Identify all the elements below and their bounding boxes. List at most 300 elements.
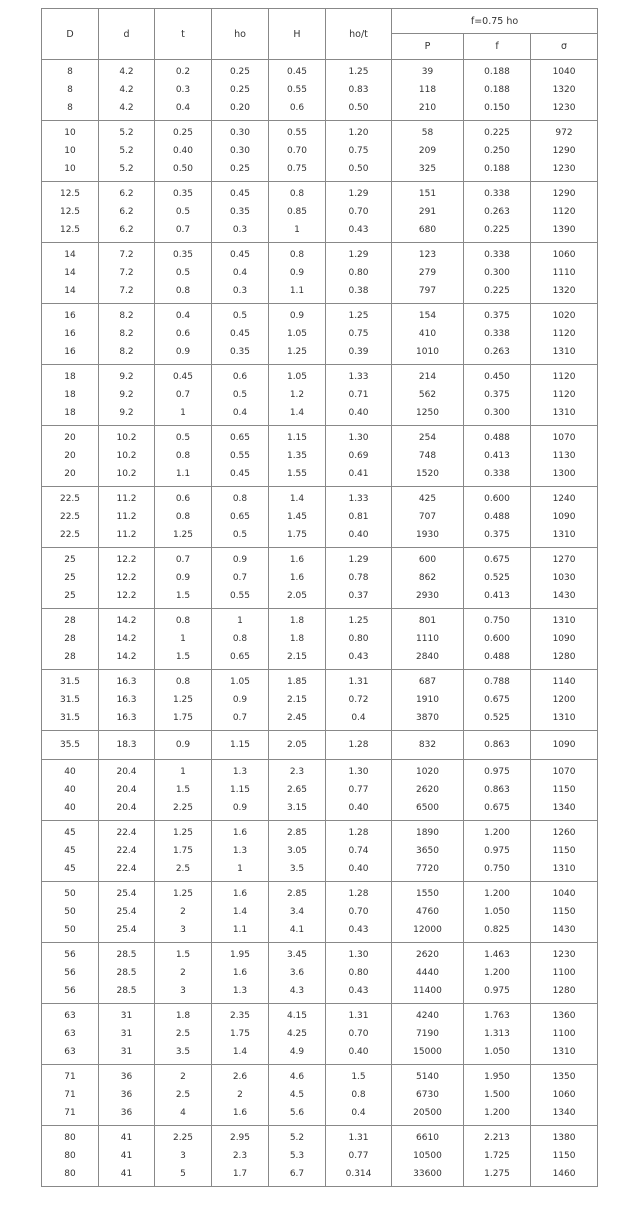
table-cell-value: 0.39 bbox=[348, 347, 369, 357]
cell-P bbox=[392, 882, 464, 943]
cell-f bbox=[464, 609, 531, 670]
table-cell-value: 1.05 bbox=[286, 372, 308, 382]
table-cell-value: 118 bbox=[418, 85, 437, 95]
table-cell-value: 1.200 bbox=[484, 889, 510, 899]
table-cell-value: 0.40 bbox=[348, 1047, 369, 1057]
table-cell-value: 0.50 bbox=[172, 164, 194, 174]
table-cell-value: 0.9 bbox=[289, 268, 305, 278]
table-cell-value: 0.30 bbox=[229, 146, 251, 156]
cell-t bbox=[155, 487, 212, 548]
table-row-group bbox=[42, 670, 598, 731]
cell-f bbox=[464, 304, 531, 365]
cell-d bbox=[99, 1065, 155, 1126]
table-cell-value: 0.6 bbox=[232, 372, 248, 382]
cell-d bbox=[99, 760, 155, 821]
table-cell-value: 0.338 bbox=[484, 469, 510, 479]
table-cell-value: 0.300 bbox=[484, 408, 510, 418]
header-ho-t: ho/t bbox=[326, 9, 392, 60]
table-cell-value: 0.25 bbox=[172, 128, 194, 138]
cell-d bbox=[99, 670, 155, 731]
table-cell-value: 209 bbox=[418, 146, 437, 156]
table-cell-value: 1.20 bbox=[348, 128, 369, 138]
table-cell-value: 1010 bbox=[416, 347, 439, 357]
cell-P bbox=[392, 609, 464, 670]
table-cell-value: 1.15 bbox=[286, 433, 308, 443]
table-cell-value: 0.863 bbox=[484, 740, 510, 750]
table-cell-value: 1 bbox=[180, 408, 186, 418]
table-cell-value: 2.05 bbox=[286, 591, 308, 601]
table-cell-value: 0.75 bbox=[348, 146, 369, 156]
table-cell-value: 1.6 bbox=[289, 573, 305, 583]
table-cell-value: 1020 bbox=[416, 767, 439, 777]
table-cell-value: 7.2 bbox=[119, 250, 134, 260]
table-cell-value: 6.2 bbox=[119, 225, 134, 235]
table-cell-value: 1.050 bbox=[484, 907, 510, 917]
table-cell-value: 58 bbox=[421, 128, 434, 138]
cell-d bbox=[99, 1004, 155, 1065]
cell-H bbox=[269, 609, 326, 670]
table-cell-value: 0.188 bbox=[484, 67, 510, 77]
cell-P bbox=[392, 760, 464, 821]
table-cell-value: 151 bbox=[418, 189, 437, 199]
table-cell-value: 9.2 bbox=[119, 390, 134, 400]
table-cell-value: 50 bbox=[64, 925, 76, 935]
table-cell-value: 1300 bbox=[552, 469, 576, 479]
table-cell-value: 1120 bbox=[552, 372, 576, 382]
table-cell-value: 0.77 bbox=[348, 1151, 369, 1161]
table-cell-value: 0.5 bbox=[232, 390, 248, 400]
table-cell-value: 0.5 bbox=[175, 433, 191, 443]
table-cell-value: 1020 bbox=[552, 311, 576, 321]
table-cell-value: 0.45 bbox=[286, 67, 308, 77]
table-cell-value: 1.28 bbox=[348, 889, 369, 899]
cell-t bbox=[155, 60, 212, 121]
table-row-group bbox=[42, 609, 598, 670]
cell-D bbox=[42, 821, 99, 882]
table-cell-value: 972 bbox=[555, 128, 573, 138]
table-cell-value: 0.338 bbox=[484, 250, 510, 260]
table-cell-value: 0.43 bbox=[348, 652, 369, 662]
cell-P bbox=[392, 731, 464, 760]
table-cell-value: 9.2 bbox=[119, 372, 134, 382]
table-cell-value: 1.725 bbox=[484, 1151, 510, 1161]
table-cell-value: 4 bbox=[180, 1108, 186, 1118]
table-cell-value: 1060 bbox=[552, 250, 576, 260]
table-cell-value: 45 bbox=[64, 864, 76, 874]
table-cell-value: 2.05 bbox=[286, 740, 308, 750]
table-cell-value: 11.2 bbox=[116, 530, 137, 540]
table-cell-value: 0.6 bbox=[175, 494, 191, 504]
table-row-group bbox=[42, 121, 598, 182]
table-cell-value: 1100 bbox=[552, 1029, 576, 1039]
table-cell-value: 680 bbox=[418, 225, 437, 235]
table-cell-value: 1.30 bbox=[348, 767, 369, 777]
table-cell-value: 36 bbox=[120, 1108, 133, 1118]
cell-f bbox=[464, 182, 531, 243]
table-cell-value: 0.9 bbox=[175, 347, 191, 357]
cell-ho bbox=[212, 670, 269, 731]
cell-t bbox=[155, 182, 212, 243]
table-cell-value: 40 bbox=[64, 767, 76, 777]
table-cell-value: 50 bbox=[64, 889, 76, 899]
table-cell-value: 1360 bbox=[552, 1011, 576, 1021]
table-cell-value: 18 bbox=[64, 372, 76, 382]
table-cell-value: 0.250 bbox=[484, 146, 510, 156]
table-cell-value: 1.8 bbox=[289, 616, 305, 626]
cell-D bbox=[42, 609, 99, 670]
table-cell-value: 5140 bbox=[416, 1072, 439, 1082]
table-cell-value: 1.05 bbox=[286, 329, 308, 339]
table-cell-value: 3.4 bbox=[289, 907, 305, 917]
table-cell-value: 0.750 bbox=[484, 616, 510, 626]
table-cell-value: 12.2 bbox=[116, 591, 137, 601]
cell-D bbox=[42, 882, 99, 943]
table-cell-value: 0.65 bbox=[229, 652, 251, 662]
cell-ho bbox=[212, 821, 269, 882]
table-cell-value: 1.75 bbox=[229, 1029, 251, 1039]
table-cell-value: 12.2 bbox=[116, 573, 137, 583]
table-cell-value: 31 bbox=[120, 1011, 133, 1021]
table-cell-value: 5.2 bbox=[289, 1133, 305, 1143]
table-cell-value: 707 bbox=[418, 512, 437, 522]
table-cell-value: 0.225 bbox=[484, 225, 510, 235]
table-cell-value: 0.45 bbox=[229, 469, 251, 479]
table-cell-value: 0.9 bbox=[289, 311, 305, 321]
table-cell-value: 0.4 bbox=[175, 103, 191, 113]
table-cell-value: 2.95 bbox=[229, 1133, 251, 1143]
table-cell-value: 16.3 bbox=[116, 677, 137, 687]
table-cell-value: 2620 bbox=[416, 785, 439, 795]
table-cell-value: 11.2 bbox=[116, 494, 137, 504]
table-cell-value: 1260 bbox=[552, 828, 576, 838]
table-cell-value: 0.55 bbox=[229, 591, 251, 601]
table-row-group bbox=[42, 760, 598, 821]
table-cell-value: 2.25 bbox=[172, 803, 194, 813]
table-cell-value: 1430 bbox=[552, 591, 576, 601]
table-cell-value: 0.55 bbox=[229, 451, 251, 461]
table-cell-value: 0.8 bbox=[175, 451, 191, 461]
table-cell-value: 14.2 bbox=[116, 616, 137, 626]
cell-H bbox=[269, 426, 326, 487]
table-cell-value: 0.81 bbox=[348, 512, 369, 522]
table-cell-value: 63 bbox=[64, 1029, 76, 1039]
cell-f bbox=[464, 670, 531, 731]
cell-D bbox=[42, 670, 99, 731]
table-cell-value: 25.4 bbox=[116, 925, 137, 935]
cell-ho-t bbox=[326, 821, 392, 882]
table-cell-value: 0.70 bbox=[348, 907, 369, 917]
table-cell-value: 1290 bbox=[552, 189, 576, 199]
table-cell-value: 0.338 bbox=[484, 189, 510, 199]
cell-H bbox=[269, 487, 326, 548]
cell-H bbox=[269, 365, 326, 426]
table-cell-value: 1.4 bbox=[232, 1047, 248, 1057]
cell-P bbox=[392, 304, 464, 365]
table-cell-value: 0.74 bbox=[348, 846, 369, 856]
table-cell-value: 20 bbox=[64, 469, 76, 479]
table-row-group bbox=[42, 882, 598, 943]
cell-ho-t bbox=[326, 487, 392, 548]
cell-H bbox=[269, 121, 326, 182]
table-cell-value: 1.500 bbox=[484, 1090, 510, 1100]
table-cell-value: 0.71 bbox=[348, 390, 369, 400]
table-cell-value: 41 bbox=[120, 1169, 133, 1179]
table-cell-value: 3870 bbox=[416, 713, 439, 723]
table-cell-value: 3650 bbox=[416, 846, 439, 856]
table-cell-value: 80 bbox=[64, 1151, 76, 1161]
table-cell-value: 1070 bbox=[552, 433, 576, 443]
cell-P bbox=[392, 1004, 464, 1065]
cell-ho-t bbox=[326, 548, 392, 609]
table-cell-value: 1.275 bbox=[484, 1169, 510, 1179]
table-cell-value: 0.85 bbox=[286, 207, 308, 217]
table-cell-value: 2620 bbox=[416, 950, 439, 960]
table-row-group bbox=[42, 1065, 598, 1126]
cell-t bbox=[155, 243, 212, 304]
cell-f bbox=[464, 1126, 531, 1187]
cell-H bbox=[269, 1126, 326, 1187]
spring-data-table bbox=[41, 8, 598, 1187]
table-cell-value: 1.85 bbox=[286, 677, 308, 687]
table-body bbox=[42, 60, 598, 1187]
cell-sigma bbox=[531, 548, 598, 609]
table-cell-value: 1.30 bbox=[348, 950, 369, 960]
cell-f bbox=[464, 426, 531, 487]
table-cell-value: 14 bbox=[64, 250, 76, 260]
table-cell-value: 8.2 bbox=[119, 311, 134, 321]
cell-sigma bbox=[531, 1065, 598, 1126]
table-cell-value: 410 bbox=[418, 329, 437, 339]
table-cell-value: 25 bbox=[64, 573, 76, 583]
table-cell-value: 1.25 bbox=[348, 67, 369, 77]
table-cell-value: 1030 bbox=[552, 573, 576, 583]
table-cell-value: 0.225 bbox=[484, 286, 510, 296]
cell-ho bbox=[212, 243, 269, 304]
cell-D bbox=[42, 731, 99, 760]
table-cell-value: 0.55 bbox=[286, 128, 308, 138]
table-cell-value: 0.263 bbox=[484, 207, 510, 217]
table-cell-value: 14 bbox=[64, 268, 76, 278]
table-cell-value: 0.975 bbox=[484, 846, 510, 856]
cell-sigma bbox=[531, 1126, 598, 1187]
table-cell-value: 1.25 bbox=[348, 311, 369, 321]
cell-D bbox=[42, 1004, 99, 1065]
table-cell-value: 0.38 bbox=[348, 286, 369, 296]
table-cell-value: 0.300 bbox=[484, 268, 510, 278]
table-cell-value: 25.4 bbox=[116, 907, 137, 917]
cell-ho-t bbox=[326, 943, 392, 1004]
cell-D bbox=[42, 943, 99, 1004]
cell-ho-t bbox=[326, 609, 392, 670]
table-cell-value: 0.6 bbox=[175, 329, 191, 339]
table-cell-value: 1.763 bbox=[484, 1011, 510, 1021]
table-cell-value: 2.6 bbox=[232, 1072, 248, 1082]
cell-f bbox=[464, 760, 531, 821]
table-cell-value: 2.45 bbox=[286, 713, 308, 723]
table-cell-value: 1.4 bbox=[289, 494, 305, 504]
cell-H bbox=[269, 1004, 326, 1065]
table-cell-value: 15000 bbox=[413, 1047, 442, 1057]
table-cell-value: 0.70 bbox=[348, 1029, 369, 1039]
cell-ho-t bbox=[326, 1004, 392, 1065]
table-cell-value: 0.8 bbox=[232, 494, 248, 504]
table-cell-value: 8.2 bbox=[119, 347, 134, 357]
table-cell-value: 1090 bbox=[552, 512, 576, 522]
table-row-group bbox=[42, 60, 598, 121]
table-cell-value: 1.75 bbox=[172, 846, 194, 856]
cell-f bbox=[464, 365, 531, 426]
cell-P bbox=[392, 943, 464, 1004]
header-H: H bbox=[269, 9, 326, 60]
table-cell-value: 0.5 bbox=[232, 530, 248, 540]
table-cell-value: 1390 bbox=[552, 225, 576, 235]
table-cell-value: 1.6 bbox=[232, 828, 248, 838]
table-cell-value: 0.600 bbox=[484, 494, 510, 504]
cell-sigma bbox=[531, 731, 598, 760]
table-cell-value: 28.5 bbox=[116, 950, 137, 960]
table-cell-value: 63 bbox=[64, 1047, 76, 1057]
header-t: t bbox=[155, 9, 212, 60]
table-cell-value: 16.3 bbox=[116, 713, 137, 723]
table-cell-value: 1.45 bbox=[286, 512, 308, 522]
table-cell-value: 1310 bbox=[552, 713, 576, 723]
table-cell-value: 0.8 bbox=[289, 250, 305, 260]
cell-H bbox=[269, 821, 326, 882]
cell-t bbox=[155, 760, 212, 821]
table-cell-value: 0.7 bbox=[232, 713, 248, 723]
table-cell-value: 214 bbox=[418, 372, 437, 382]
table-cell-value: 0.30 bbox=[229, 128, 251, 138]
table-cell-value: 6.2 bbox=[119, 207, 134, 217]
table-cell-value: 28 bbox=[64, 616, 76, 626]
table-cell-value: 1.3 bbox=[232, 986, 248, 996]
table-cell-value: 1.33 bbox=[348, 494, 369, 504]
table-cell-value: 31.5 bbox=[59, 677, 81, 687]
table-cell-value: 14 bbox=[64, 286, 76, 296]
table-cell-value: 1890 bbox=[416, 828, 439, 838]
table-cell-value: 1110 bbox=[416, 634, 439, 644]
table-cell-value: 1 bbox=[294, 225, 300, 235]
table-cell-value: 1290 bbox=[552, 146, 576, 156]
cell-d bbox=[99, 60, 155, 121]
cell-ho-t bbox=[326, 304, 392, 365]
table-cell-value: 12.5 bbox=[59, 207, 81, 217]
table-cell-value: 0.35 bbox=[229, 347, 251, 357]
cell-D bbox=[42, 243, 99, 304]
table-cell-value: 1320 bbox=[552, 85, 576, 95]
table-cell-value: 31.5 bbox=[59, 713, 81, 723]
cell-ho-t bbox=[326, 426, 392, 487]
table-cell-value: 291 bbox=[418, 207, 437, 217]
table-cell-value: 1 bbox=[237, 864, 243, 874]
cell-f bbox=[464, 121, 531, 182]
cell-ho-t bbox=[326, 670, 392, 731]
table-cell-value: 0.40 bbox=[348, 408, 369, 418]
table-cell-value: 2.15 bbox=[286, 695, 308, 705]
cell-ho-t bbox=[326, 121, 392, 182]
table-cell-value: 0.83 bbox=[348, 85, 369, 95]
table-cell-value: 1200 bbox=[552, 695, 576, 705]
table-cell-value: 12000 bbox=[413, 925, 442, 935]
table-cell-value: 36 bbox=[120, 1072, 133, 1082]
cell-P bbox=[392, 182, 464, 243]
cell-ho bbox=[212, 731, 269, 760]
cell-f bbox=[464, 821, 531, 882]
table-row-group bbox=[42, 243, 598, 304]
table-cell-value: 0.45 bbox=[229, 250, 251, 260]
table-cell-value: 7720 bbox=[416, 864, 439, 874]
table-cell-value: 1.31 bbox=[348, 1133, 369, 1143]
table-cell-value: 0.7 bbox=[175, 390, 191, 400]
table-cell-value: 1.25 bbox=[172, 695, 194, 705]
table-cell-value: 0.8 bbox=[289, 189, 305, 199]
table-cell-value: 41 bbox=[120, 1133, 133, 1143]
table-cell-value: 1130 bbox=[552, 451, 576, 461]
cell-d bbox=[99, 365, 155, 426]
cell-sigma bbox=[531, 426, 598, 487]
table-cell-value: 0.8 bbox=[175, 677, 191, 687]
table-cell-value: 7.2 bbox=[119, 268, 134, 278]
table-cell-value: 36 bbox=[120, 1090, 133, 1100]
table-cell-value: 2.5 bbox=[175, 864, 191, 874]
table-cell-value: 0.35 bbox=[172, 189, 194, 199]
table-cell-value: 0.35 bbox=[172, 250, 194, 260]
cell-ho-t bbox=[326, 60, 392, 121]
table-cell-value: 20.4 bbox=[116, 803, 137, 813]
table-cell-value: 0.50 bbox=[348, 103, 369, 113]
cell-ho bbox=[212, 121, 269, 182]
cell-t bbox=[155, 365, 212, 426]
cell-ho bbox=[212, 609, 269, 670]
cell-sigma bbox=[531, 609, 598, 670]
table-row-group bbox=[42, 821, 598, 882]
table-cell-value: 1310 bbox=[552, 1047, 576, 1057]
table-cell-value: 1.1 bbox=[232, 925, 248, 935]
cell-D bbox=[42, 426, 99, 487]
table-cell-value: 0.525 bbox=[484, 573, 510, 583]
table-cell-value: 0.8 bbox=[175, 286, 191, 296]
table-cell-value: 5.2 bbox=[119, 164, 134, 174]
table-cell-value: 0.750 bbox=[484, 864, 510, 874]
header-row bbox=[42, 9, 598, 34]
table-cell-value: 20.4 bbox=[116, 785, 137, 795]
table-cell-value: 80 bbox=[64, 1169, 76, 1179]
table-cell-value: 1.8 bbox=[175, 1011, 191, 1021]
header-f: f bbox=[464, 34, 531, 60]
table-cell-value: 1.463 bbox=[484, 950, 510, 960]
table-cell-value: 0.3 bbox=[232, 225, 248, 235]
table-cell-value: 3 bbox=[180, 986, 186, 996]
cell-t bbox=[155, 670, 212, 731]
table-cell-value: 11400 bbox=[413, 986, 442, 996]
table-cell-value: 748 bbox=[418, 451, 437, 461]
table-cell-value: 1.5 bbox=[351, 1072, 366, 1082]
cell-ho-t bbox=[326, 882, 392, 943]
table-cell-value: 0.413 bbox=[484, 451, 510, 461]
table-cell-value: 0.20 bbox=[229, 103, 251, 113]
table-cell-value: 5.2 bbox=[119, 128, 134, 138]
table-cell-value: 0.35 bbox=[229, 207, 251, 217]
table-cell-value: 0.314 bbox=[345, 1169, 372, 1179]
table-cell-value: 2.65 bbox=[286, 785, 308, 795]
cell-ho bbox=[212, 60, 269, 121]
table-cell-value: 1 bbox=[180, 767, 186, 777]
table-cell-value: 1.31 bbox=[348, 1011, 369, 1021]
table-cell-value: 22.5 bbox=[59, 530, 81, 540]
cell-H bbox=[269, 304, 326, 365]
cell-P bbox=[392, 1126, 464, 1187]
cell-sigma bbox=[531, 943, 598, 1004]
